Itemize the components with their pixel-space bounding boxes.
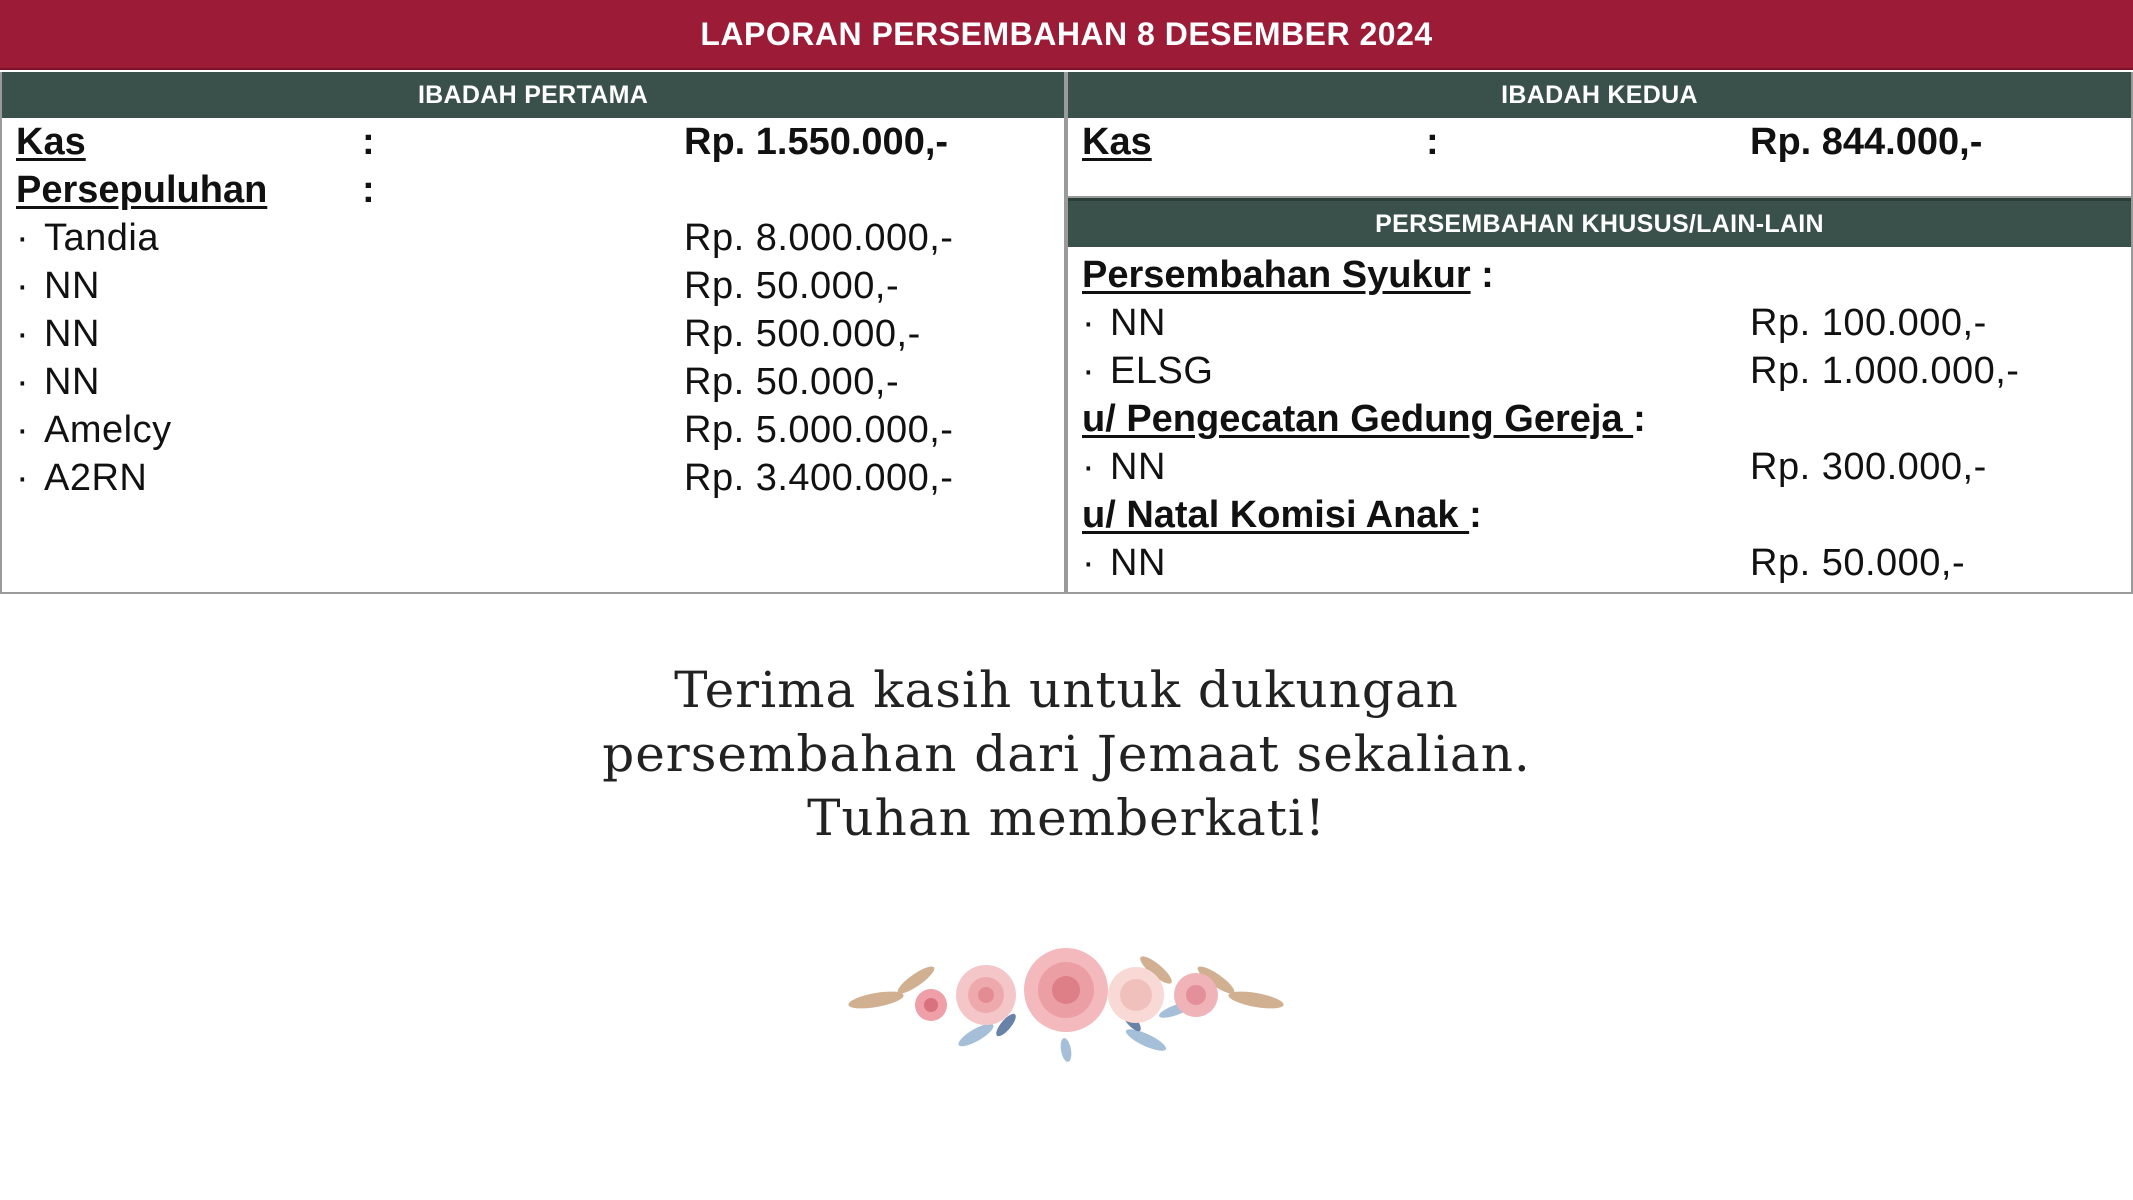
section-syukur-title: Persembahan Syukur : — [1082, 254, 1494, 296]
thank-you-line-2: persembahan dari Jemaat sekalian. — [602, 725, 1531, 783]
bullet-icon: · — [1082, 446, 1096, 488]
list-item — [14, 454, 1052, 502]
list-item — [1080, 347, 2119, 395]
ibadah-pertama-rows — [2, 118, 1064, 502]
ibadah-pertama-header: IBADAH PERTAMA — [2, 72, 1064, 118]
kas-kedua-label: Kas — [1082, 121, 1152, 163]
donor-name: Tandia — [44, 217, 159, 259]
donor-amount: Rp. 50.000,- — [1750, 542, 1966, 584]
list-item — [14, 358, 1052, 406]
donor-amount: Rp. 3.400.000,- — [684, 457, 954, 499]
bullet-icon: · — [16, 361, 30, 403]
donor-amount: Rp. 500.000,- — [684, 313, 921, 355]
donor-amount: Rp. 50.000,- — [684, 265, 900, 307]
ibadah-kedua-header: IBADAH KEDUA — [1068, 72, 2131, 118]
kas-kedua-amount: Rp. 844.000,- — [1750, 121, 1983, 163]
donor-name: NN — [1110, 446, 1166, 488]
donor-name: NN — [1110, 542, 1166, 584]
kas-kedua-box — [1068, 118, 2131, 198]
bullet-icon: · — [16, 265, 30, 307]
flower-decoration-icon — [846, 940, 1286, 1070]
ibadah-kedua-panel — [1066, 72, 2133, 594]
persepuluhan-label: Persepuluhan — [16, 169, 268, 211]
list-item — [14, 262, 1052, 310]
thank-you-message — [0, 658, 2133, 850]
donor-amount: Rp. 8.000.000,- — [684, 217, 954, 259]
bullet-icon: · — [1082, 542, 1096, 584]
persembahan-khusus-rows — [1068, 247, 2131, 587]
donor-name: NN — [44, 265, 100, 307]
kas-kedua-colon: : — [1426, 121, 1439, 163]
donor-amount: Rp. 100.000,- — [1750, 302, 1987, 344]
kas-row — [14, 118, 1052, 166]
donor-name: ELSG — [1110, 350, 1214, 392]
donor-name: NN — [1110, 302, 1166, 344]
list-item — [14, 214, 1052, 262]
bullet-icon: · — [16, 409, 30, 451]
donor-name: NN — [44, 361, 100, 403]
list-item — [1080, 539, 2119, 587]
list-item — [14, 406, 1052, 454]
persembahan-khusus-header: PERSEMBAHAN KHUSUS/LAIN-LAIN — [1068, 198, 2131, 247]
donor-name: NN — [44, 313, 100, 355]
kas-amount: Rp. 1.550.000,- — [684, 121, 949, 163]
donor-name: Amelcy — [44, 409, 172, 451]
section-pengecatan-title: u/ Pengecatan Gedung Gereja : — [1082, 398, 1646, 440]
persepuluhan-colon: : — [362, 169, 375, 211]
ibadah-pertama-panel — [0, 72, 1066, 594]
donor-name: A2RN — [44, 457, 148, 499]
bullet-icon: · — [1082, 302, 1096, 344]
list-item — [14, 310, 1052, 358]
persepuluhan-row — [14, 166, 1052, 214]
bullet-icon: · — [1082, 350, 1096, 392]
donor-amount: Rp. 5.000.000,- — [684, 409, 954, 451]
list-item — [1080, 299, 2119, 347]
donor-amount: Rp. 1.000.000,- — [1750, 350, 2020, 392]
bullet-icon: · — [16, 217, 30, 259]
kas-label: Kas — [16, 121, 86, 163]
bullet-icon: · — [16, 457, 30, 499]
bullet-icon: · — [16, 313, 30, 355]
kas-colon: : — [362, 121, 375, 163]
donor-amount: Rp. 50.000,- — [684, 361, 900, 403]
list-item — [1080, 443, 2119, 491]
thank-you-line-1: Terima kasih untuk dukungan — [674, 661, 1459, 719]
section-natal-title: u/ Natal Komisi Anak : — [1082, 494, 1482, 536]
thank-you-line-3: Tuhan memberkati! — [807, 789, 1326, 847]
report-title: LAPORAN PERSEMBAHAN 8 DESEMBER 2024 — [0, 0, 2133, 70]
kas-kedua-row — [1080, 118, 2119, 166]
donor-amount: Rp. 300.000,- — [1750, 446, 1987, 488]
